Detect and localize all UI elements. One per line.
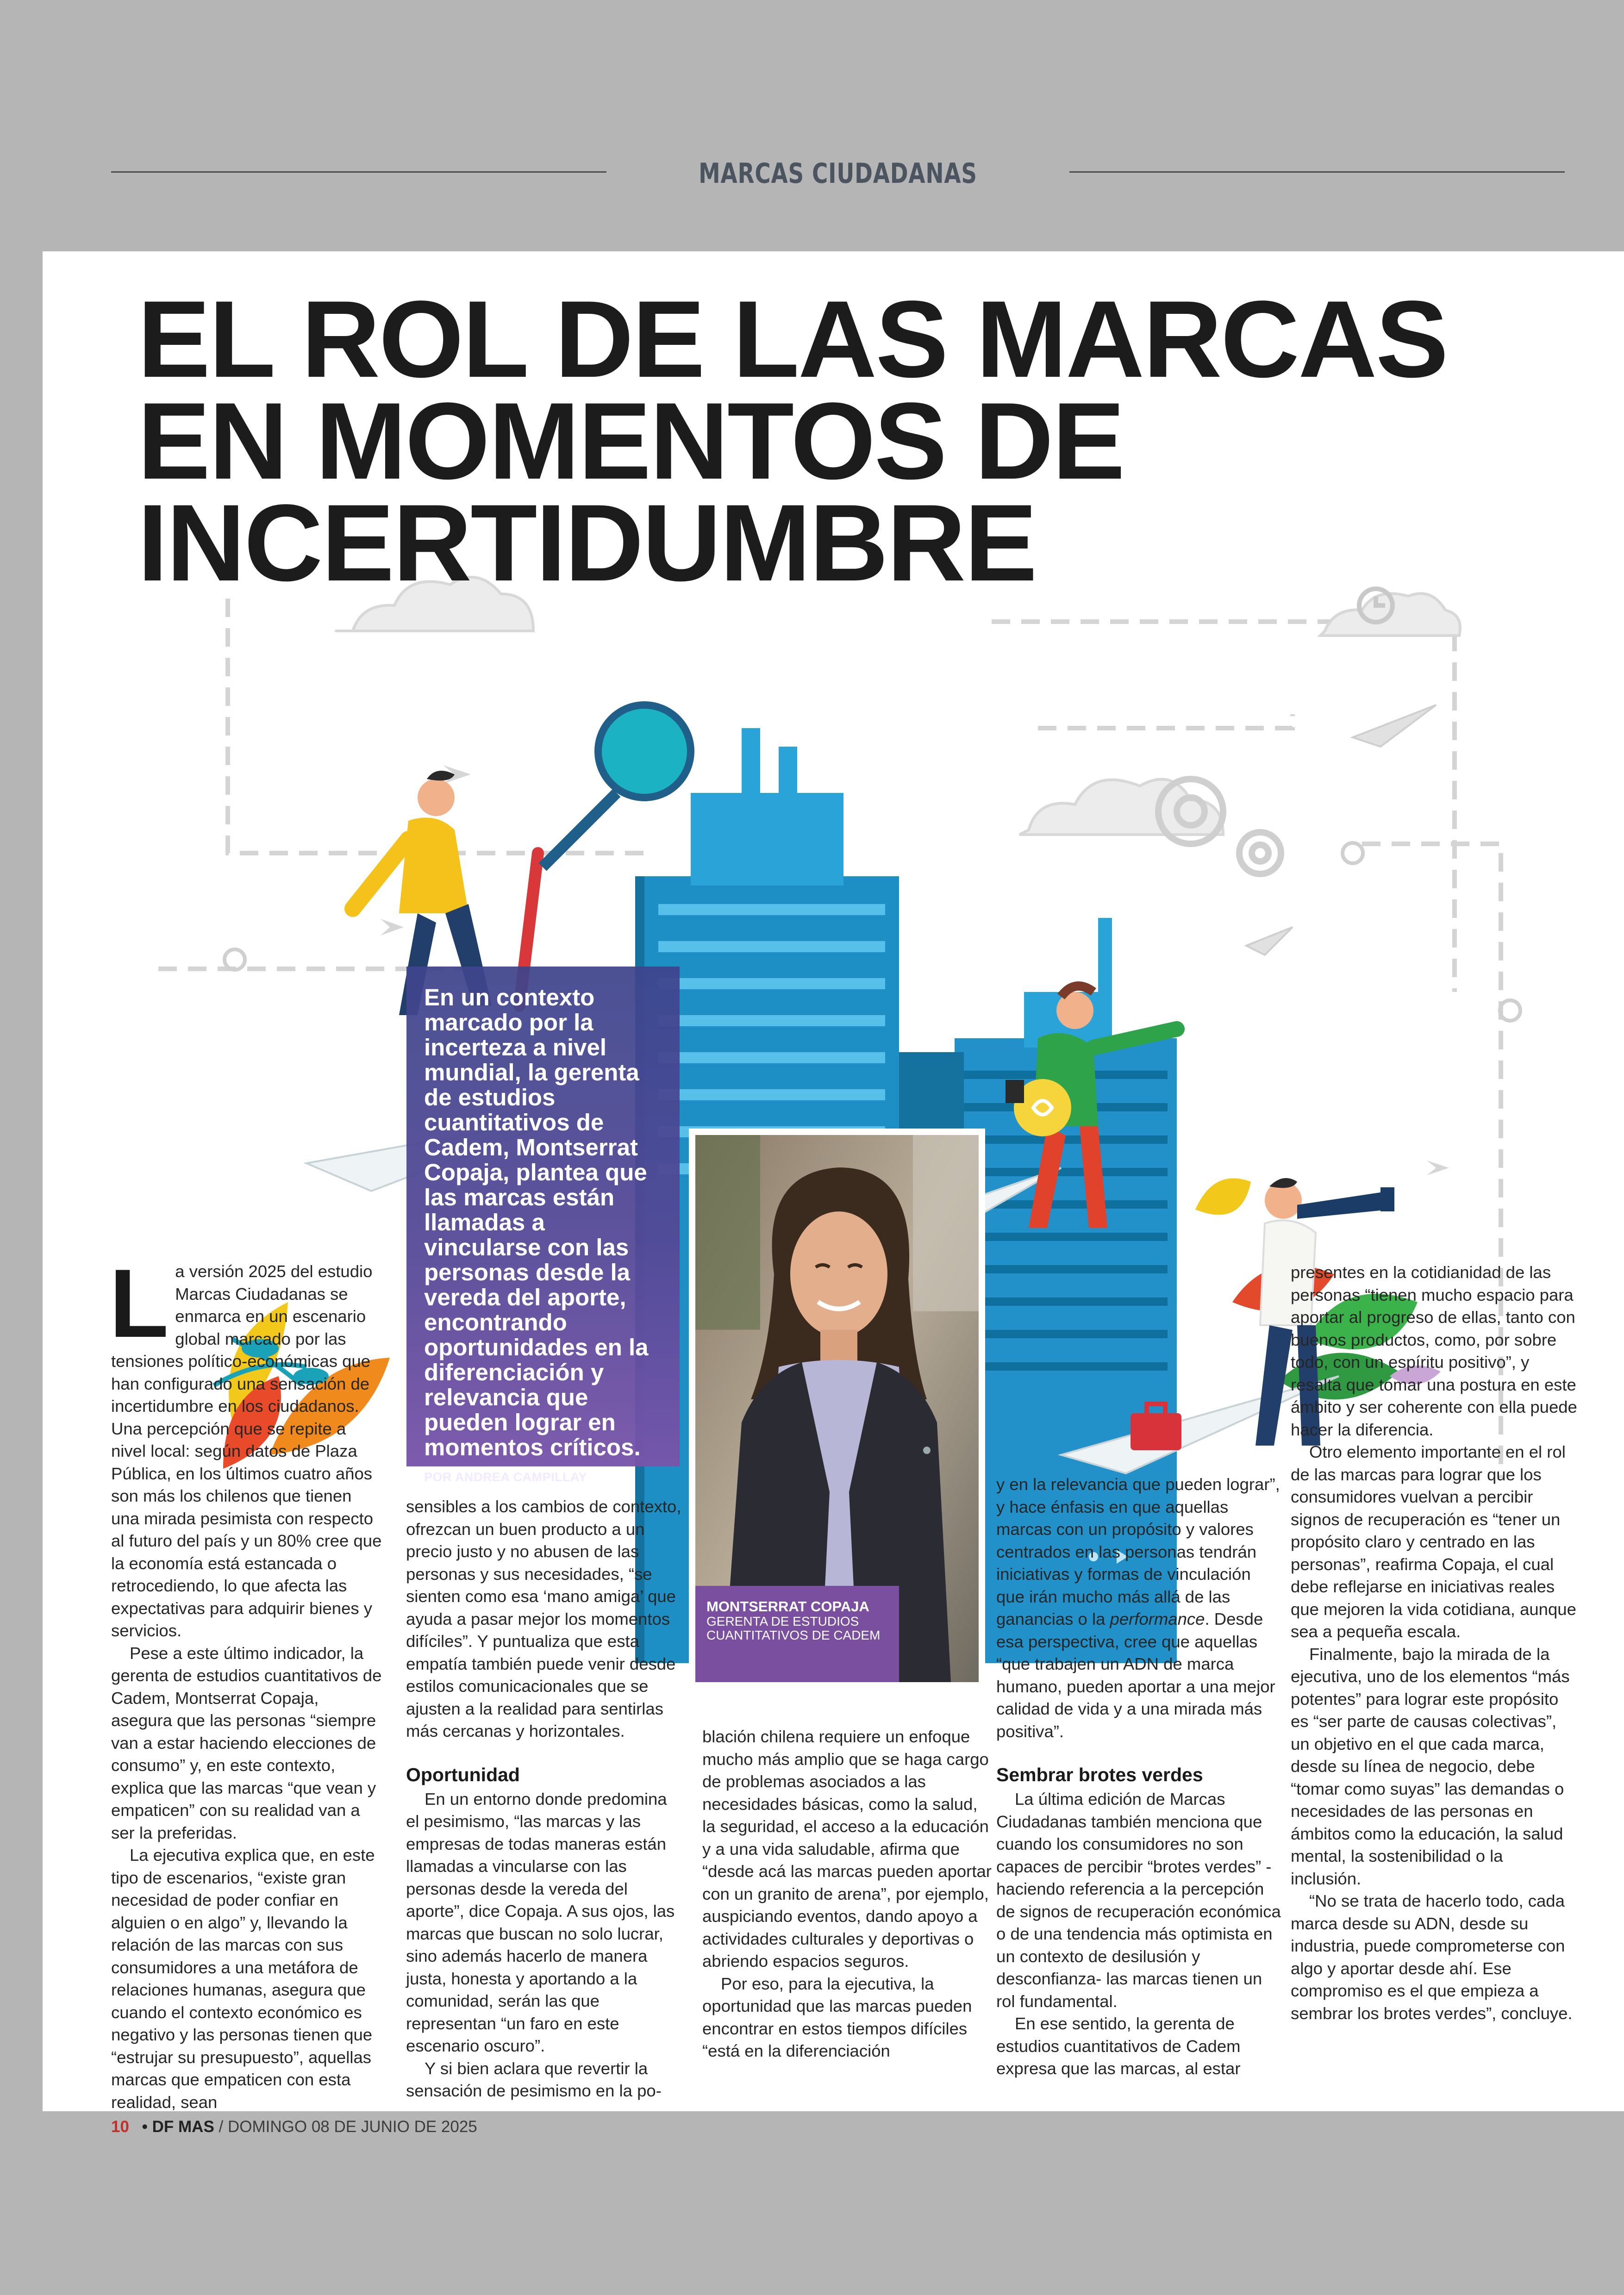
subheading: Oportunidad <box>406 1764 520 1785</box>
publication-name: • DF MAS <box>142 2118 214 2136</box>
portrait-photo <box>689 1129 985 1689</box>
paragraph: Y si bien aclara que revertir la sensación de pesimismo en la po- <box>406 2058 662 2100</box>
paragraph: En un entorno donde predomina el pesimismo, “las marcas y las empresas de todas maneras están llamadas a vincularse con las personas desde la vereda del aporte”, dice Copaja. A sus ojos, las marcas que buscan no solo lucrar, sino además hacerlo de manera justa, honesta y aportando a la comunidad, serán las que representan “un faro en este escenario oscuro”. <box>406 1789 675 2055</box>
drop-cap: L <box>109 1249 169 1358</box>
paragraph: “No se trata de hacerlo todo, cada marca desde su ADN, desde su industria, puede comprometerse con algo y aportar desde ahí. Ese compromiso es el que empieza a sembrar los brotes verdes”, concluye. <box>1291 1891 1573 2023</box>
author-byline: POR ANDREA CAMPILLAY <box>424 1470 587 1484</box>
header-rule-right <box>1069 171 1565 173</box>
headline-line: EL ROL DE LAS MARCAS <box>137 278 1448 400</box>
text-column-2 <box>406 1496 681 2102</box>
text-column-3 <box>702 1726 992 2063</box>
paragraph-text: a versión 2025 del estudio Marcas Ciudadanas se enmarca en un escenario global marcado por las tensiones político-económicas que han configurado una sensación de incertidumbre en los ciudadanos. Una percepción que se repite a nivel local: según datos de Plaza Pública, en los últimos cuatro años son más los chilenos que tienen una mirada pesimista con respecto al futuro del país y un 80% cree que la economía está estancada o retrocediendo, lo que afecta las expectativas para adquirir bienes y servicios. <box>111 1262 382 1640</box>
text-column-1 <box>109 1249 384 2111</box>
article-page <box>43 251 1624 2111</box>
caption-role: GERENTA DE ESTUDIOS <box>706 1614 859 1628</box>
footer-separator: / <box>219 2118 224 2136</box>
paragraph: presentes en la cotidianidad de las personas “tienen mucho espacio para aportar al progreso de ellas, tanto con buenos productos, como, por sobre todo, con un espíritu positivo”, y resalta que tomar una postura en este ámbito y ser coherente con ella puede hacer la diferencia. <box>1291 1263 1577 1439</box>
paragraph: En ese sentido, la gerenta de estudios cuantitativos de Cadem expresa que las marcas, al estar <box>996 2014 1241 2078</box>
paragraph-text: y en la relevancia que pueden lograr”, y hace énfasis en que aquellas marcas con un propósito y valores centrados en las personas tendrán iniciativas y formas de vinculación que irán mucho más allá de las ganancias o la <box>996 1475 1280 1628</box>
telescope-icon <box>1297 1187 1394 1219</box>
italic-term: performance <box>1110 1609 1205 1628</box>
paragraph: Pese a este último indicador, la gerenta de estudios cuantitativos de Cadem, Montserrat Copaja, asegura que las personas “siempre van a estar haciendo elecciones de consumo” y, en este contexto, explica que las marcas “que vean y empaticen” con su realidad van a ser la preferidas. <box>111 1643 382 1842</box>
caption-role: CUANTITATIVOS DE CADEM <box>706 1628 881 1642</box>
paragraph <box>996 1473 1283 1743</box>
paragraph: sensibles a los cambios de contexto, ofrezcan un buen producto a un precio justo y no abusen de las personas y sus necesidades, “se sienten como esa ‘mano amiga’ que ayuda a pasar mejor los momentos difíciles”. Y puntualiza que esta empatía también puede venir desde estilos comunicacionales que se ajusten a la realidad para sentirlas más cercanas y horizontales. <box>406 1497 681 1740</box>
paragraph: Por eso, para la ejecutiva, la oportunidad que las marcas pueden encontrar en estos tiempos difíciles “está en la diferenciación <box>702 1974 972 2060</box>
paragraph: Finalmente, bajo la mirada de la ejecutiva, uno de los elementos “más potentes” para lograr este propósito es “ser parte de causas colectivas”, un objetivo en el que cada marca, desde su línea de negocio, debe “tomar como suyas” las demandas o necesidades de las personas en ámbitos como la educación, la salud mental, la sostenibilidad o la inclusión. <box>1291 1644 1570 1888</box>
photo-caption <box>695 1586 899 1682</box>
paragraph <box>109 1249 384 1642</box>
paragraph: La última edición de Marcas Ciudadanas también menciona que cuando los consumidores no son capaces de percibir “brotes verdes” -haciendo referencia a la percepción de signos de recuperación económica o de una tendencia más optimista en un contexto de desilusión y desconfianza- las marcas tienen un rol fundamental. <box>996 1790 1281 2011</box>
subheading: Sembrar brotes verdes <box>996 1764 1203 1785</box>
text-column-4 <box>996 1473 1283 2080</box>
article-headline <box>137 278 1526 604</box>
page-footer <box>111 2118 477 2136</box>
paragraph: Otro elemento importante en el rol de las marcas para lograr que los consumidores vuelvan a percibir signos de recuperación es “tener un propósito claro y centrado en las personas”, reafirma Copaja, el cual debe reflejarse en iniciativas reales que mejoren la vida cotidiana, aunque sea a pequeña escala. <box>1291 1442 1576 1641</box>
publication-date: DOMINGO 08 DE JUNIO DE 2025 <box>228 2118 477 2136</box>
headline-line: INCERTIDUMBRE <box>137 482 1036 604</box>
section-kicker: MARCAS CIUDADANAS <box>699 157 977 190</box>
headline-line: EN MOMENTOS DE <box>137 380 1124 502</box>
paragraph: La ejecutiva explica que, en este tipo de escenarios, “existe gran necesidad de poder confiar en alguien o en algo” y, llevando la relación de las marcas con sus consumidores a una metáfora de relaciones humanas, asegura que cuando el contexto económico es negativo y las personas tienen que “estrujar su presupuesto”, aquellas marcas que empaticen con esta realidad, sean <box>111 1846 375 2111</box>
paragraph-text: . Desde esa perspectiva, cree que aquellas “que trabajen un ADN de marca humano, pueden aportar a una mejor calidad de vida y a una mirada más positiva”. <box>996 1609 1275 1741</box>
pull-quote-box <box>406 967 680 1484</box>
paper-plane-icon <box>1246 705 1436 955</box>
magnifier-icon <box>543 705 691 867</box>
page-number: 10 <box>111 2118 129 2136</box>
cloud-icon <box>336 577 1460 835</box>
pull-quote-text: En un contexto marcado por la incerteza a nivel mundial, la gerenta de estudios cuantitativos de Cadem, Montserrat Copaja, plantea que las marcas están llamadas a vincularse con las personas desde la vereda del aporte, encontrando oportunidades en la diferenciación y relevancia que pueden lograr en momentos críticos. <box>424 984 649 1460</box>
caption-name: MONTSERRAT COPAJA <box>706 1598 869 1615</box>
section-header <box>111 157 1565 204</box>
text-column-5 <box>1291 1261 1578 2025</box>
paragraph: blación chilena requiere un enfoque mucho más amplio que se haga cargo de problemas asociados a las necesidades básicas, como la salud, la seguridad, el acceso a la educación y a una vida saludable, afirma que “desde acá las marcas pueden aportar con un granito de arena”, por ejemplo, auspiciando eventos, dando apoyo a actividades culturales y deportivas o abriendo espacios seguros. <box>702 1727 992 1971</box>
